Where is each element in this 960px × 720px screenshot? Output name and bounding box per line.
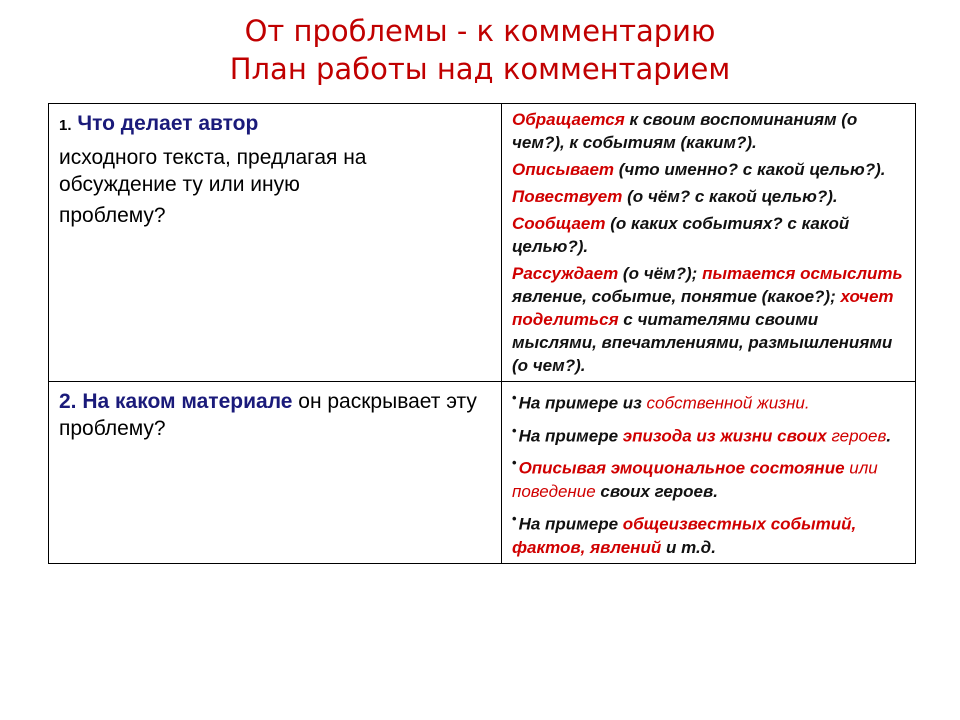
- answer-verb: Описывает: [512, 160, 615, 179]
- answer-text: явление, событие, понятие (какое?);: [512, 287, 841, 306]
- question-2-rest: он раскрывает эту проблему?: [59, 390, 477, 440]
- answer-item: [512, 262, 907, 377]
- list-text: своих героев.: [595, 481, 718, 501]
- question-1-first-line: [59, 110, 491, 139]
- answer-text: (о каких событиях? с какой целью?).: [512, 214, 850, 256]
- answer-verb: Сообщает: [512, 214, 606, 233]
- table-row: [49, 104, 916, 382]
- list-highlight: или поведение: [512, 458, 878, 501]
- list-highlight: Описывая эмоциональное состояние: [518, 458, 845, 478]
- title-line-2: План работы над комментарием: [229, 52, 731, 86]
- answer-text: к своим воспоминаниям (о чем?), к событиям (каким?).: [512, 110, 858, 152]
- question-2-lead: 2. На каком материале: [59, 390, 293, 413]
- question-1-line-2: исходного текста, предлагая на: [59, 146, 367, 169]
- answer-text: (о чём?);: [618, 264, 703, 283]
- answer-item: [512, 108, 907, 154]
- plan-table: [48, 103, 916, 564]
- answer-verb: хочет поделиться: [512, 287, 894, 329]
- answer-verb: пытается осмыслить: [702, 264, 903, 283]
- list-highlight: собственной жизни.: [646, 393, 810, 413]
- answer-text: с читателями своими мыслями, впечатлениями, размышлениями (о чем?).: [512, 310, 893, 375]
- list-item: [512, 507, 907, 559]
- question-cell-1: [49, 104, 502, 382]
- table-row: [49, 382, 916, 564]
- list-highlight: общеизвестных событий, фактов, явлений: [512, 514, 857, 557]
- list-text: На примере: [518, 426, 623, 446]
- answer-cell-1: [502, 104, 916, 382]
- question-1-line-4: проблему?: [59, 204, 166, 227]
- answer-verb: Рассуждает: [512, 264, 619, 283]
- list-item: [512, 386, 907, 415]
- bullet-icon: •: [512, 510, 517, 526]
- answer-text: (что именно? с какой целью?).: [614, 160, 886, 179]
- bullet-icon: •: [512, 422, 517, 438]
- question-number: 1.: [59, 117, 72, 134]
- list-highlight: эпизода из жизни своих: [622, 426, 827, 446]
- list-text: На примере из: [518, 393, 647, 413]
- answer-text: (о чём? с какой целью?).: [622, 187, 838, 206]
- answer-item: [512, 185, 907, 208]
- question-1-lead: Что делает автор: [77, 112, 259, 135]
- list-text: .: [886, 426, 892, 446]
- list-item: [512, 451, 907, 503]
- list-item: [512, 419, 907, 448]
- list-text: На примере: [518, 514, 623, 534]
- question-1-line-3: обсуждение ту или иную: [59, 173, 300, 196]
- example-list: [512, 386, 907, 559]
- answer-verb: Повествует: [512, 187, 623, 206]
- list-highlight: героев: [831, 426, 887, 446]
- list-text: и т.д.: [661, 537, 716, 557]
- answer-verb: Обращается: [512, 110, 625, 129]
- answer-cell-2: [502, 382, 916, 564]
- title-line-1: От проблемы - к комментарию: [244, 14, 716, 48]
- question-cell-2: [49, 382, 502, 564]
- bullet-icon: •: [512, 455, 517, 471]
- bullet-icon: •: [512, 390, 517, 405]
- slide-title: [0, 12, 960, 88]
- answer-item: [512, 212, 907, 258]
- answer-item: [512, 158, 907, 181]
